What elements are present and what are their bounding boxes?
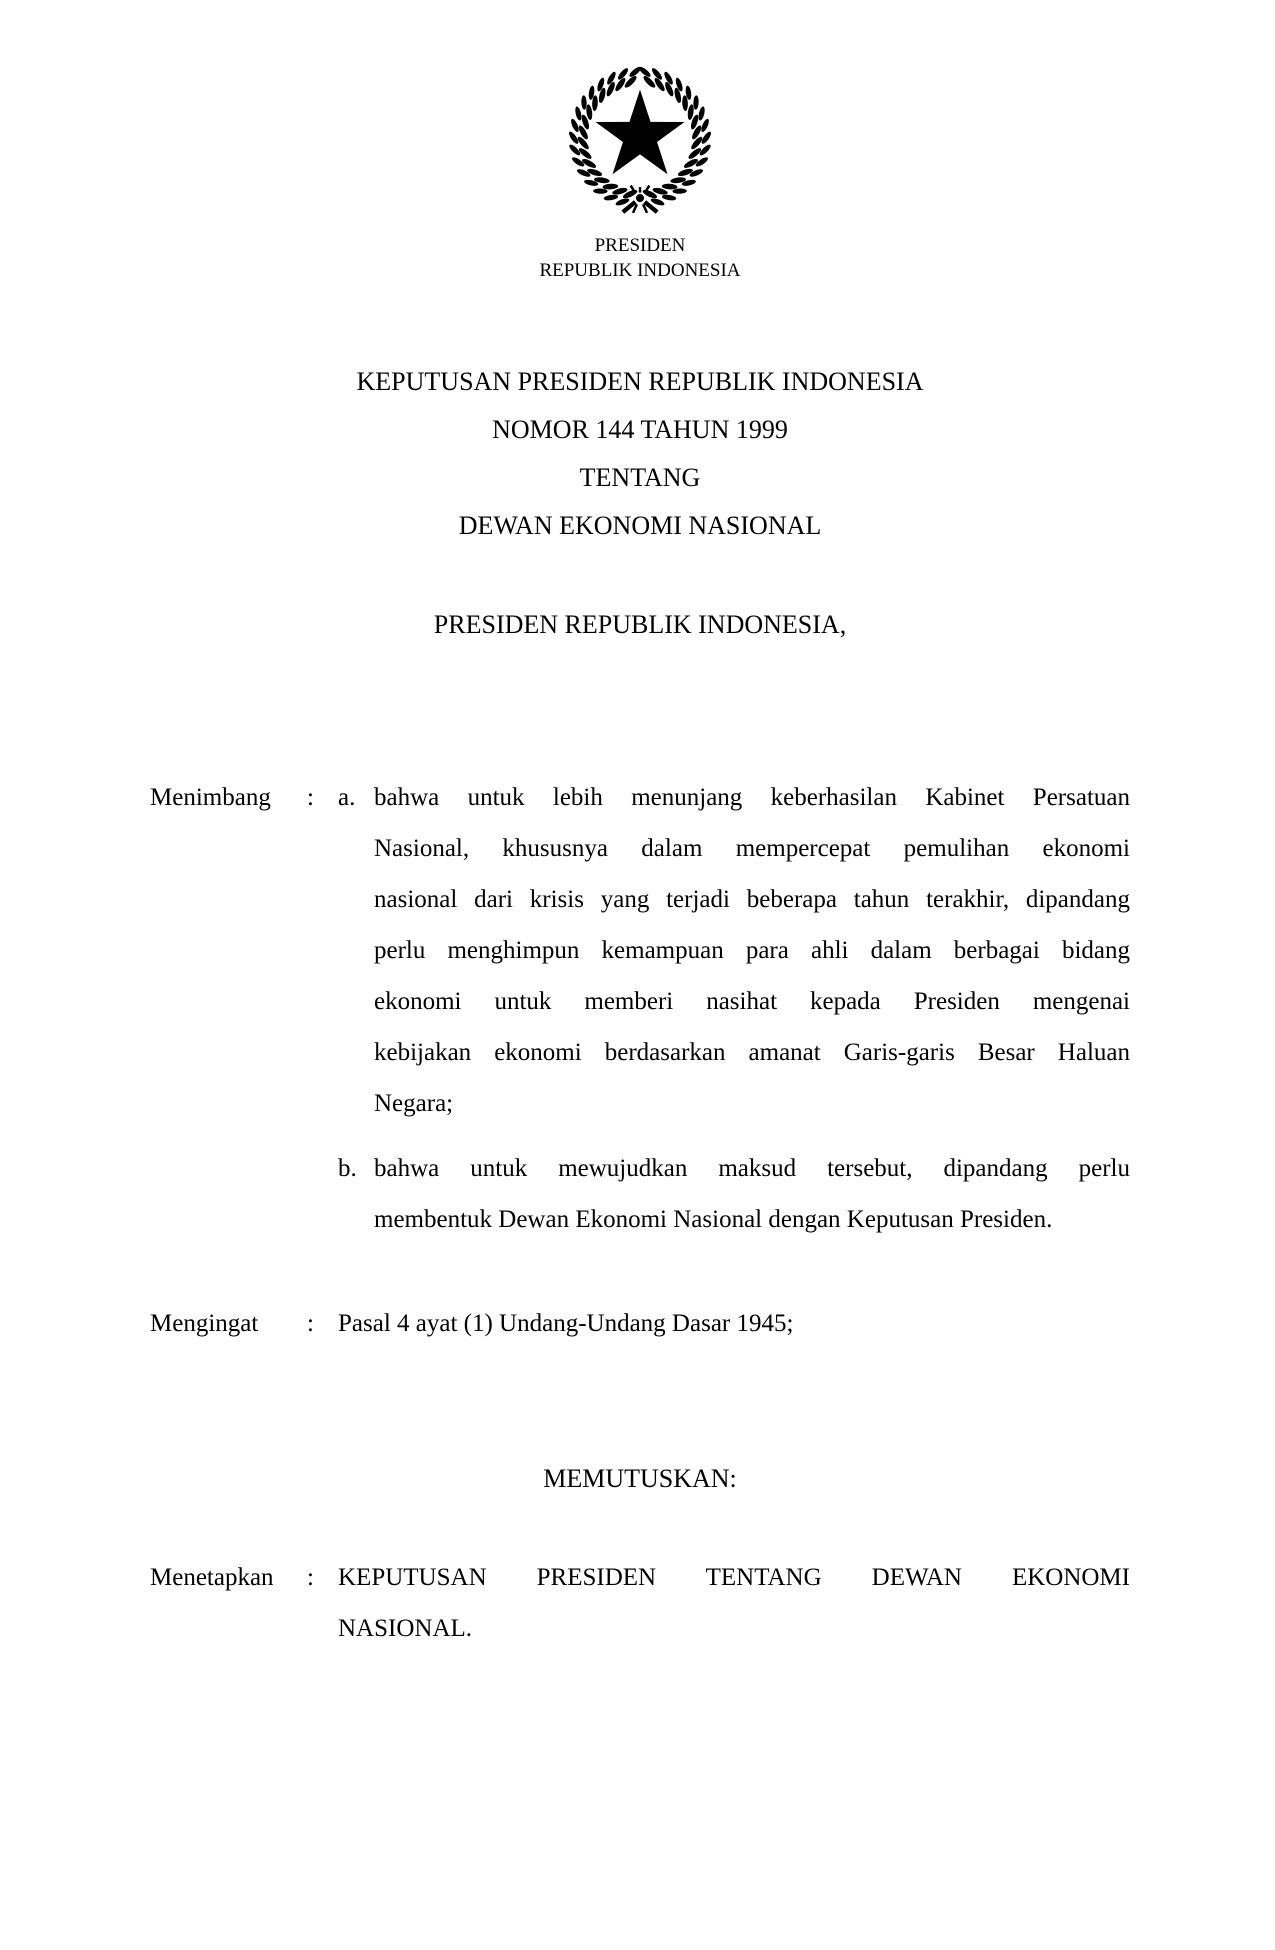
- body-text-line: bahwa untuk mewujudkan maksud tersebut, dipandang perlu: [374, 1155, 1130, 1182]
- decree-title-line-1: KEPUTUSAN PRESIDEN REPUBLIK INDONESIA: [356, 367, 924, 396]
- body-text-line: Pasal 4 ayat (1) Undang-Undang Dasar 1945;: [338, 1310, 794, 1337]
- star-icon: [595, 90, 684, 175]
- agency-name-line1: PRESIDEN: [594, 235, 686, 256]
- item-b-marker: b.: [338, 1155, 357, 1182]
- decree-number-line: NOMOR 144 TAHUN 1999: [492, 415, 788, 444]
- menetapkan-content: [338, 1552, 1130, 1654]
- menetapkan-label: Menetapkan: [150, 1564, 274, 1591]
- body-text-line: kebijakan ekonomi berdasarkan amanat Garis-garis Besar Haluan: [374, 1039, 1130, 1066]
- body-text-line: Negara;: [374, 1090, 454, 1117]
- decree-subject-line: DEWAN EKONOMI NASIONAL: [458, 511, 822, 540]
- mengingat-label: Mengingat: [150, 1310, 259, 1337]
- body-text-line: bahwa untuk lebih menunjang keberhasilan Kabinet Persatuan: [374, 784, 1130, 811]
- issuer-line: PRESIDEN REPUBLIK INDONESIA,: [433, 610, 847, 639]
- agency-name: [145, 233, 1135, 283]
- consideration-item-a: [338, 772, 1130, 1129]
- decree-tentang-line: TENTANG: [579, 463, 701, 492]
- body-text-line: membentuk Dewan Ekonomi Nasional dengan Keputusan Presiden.: [374, 1206, 1053, 1233]
- mengingat-content: [338, 1298, 1130, 1349]
- mengingat-colon: :: [307, 1310, 314, 1337]
- body-text-line: KEPUTUSAN PRESIDEN TENTANG DEWAN EKONOMI: [338, 1564, 1130, 1591]
- menimbang-label: Menimbang: [150, 784, 271, 811]
- presidential-seal-graphic: [562, 60, 718, 216]
- menimbang-colon: :: [307, 784, 314, 811]
- body-text-line: perlu menghimpun kemampuan para ahli dalam berbagai bidang: [374, 937, 1130, 964]
- menimbang-section: [150, 772, 1130, 1245]
- item-a-text: [374, 772, 1130, 1129]
- body-text-line: ekonomi untuk memberi nasihat kepada Presiden mengenai: [374, 988, 1130, 1015]
- mengingat-section: [150, 1298, 1130, 1349]
- menetapkan-colon: :: [307, 1564, 314, 1591]
- presidential-emblem: [562, 60, 718, 216]
- menimbang-content: [338, 772, 1130, 1245]
- consideration-item-b: [338, 1143, 1130, 1245]
- body-text-line: nasional dari krisis yang terjadi beberapa tahun terakhir, dipandang: [374, 886, 1130, 913]
- body-text-line: Nasional, khususnya dalam mempercepat pemulihan ekonomi: [374, 835, 1130, 862]
- decree-title: [145, 358, 1135, 550]
- item-a-marker: a.: [338, 784, 356, 811]
- menetapkan-section: [150, 1552, 1130, 1654]
- menetapkan-label-cell: [150, 1552, 338, 1603]
- menimbang-label-cell: [150, 772, 338, 823]
- mengingat-label-cell: [150, 1298, 338, 1349]
- item-b-text: [374, 1143, 1130, 1245]
- agency-name-line2: REPUBLIK INDONESIA: [539, 260, 741, 281]
- body-text-line: NASIONAL.: [338, 1615, 473, 1642]
- memutuskan-heading: MEMUTUSKAN:: [543, 1464, 737, 1493]
